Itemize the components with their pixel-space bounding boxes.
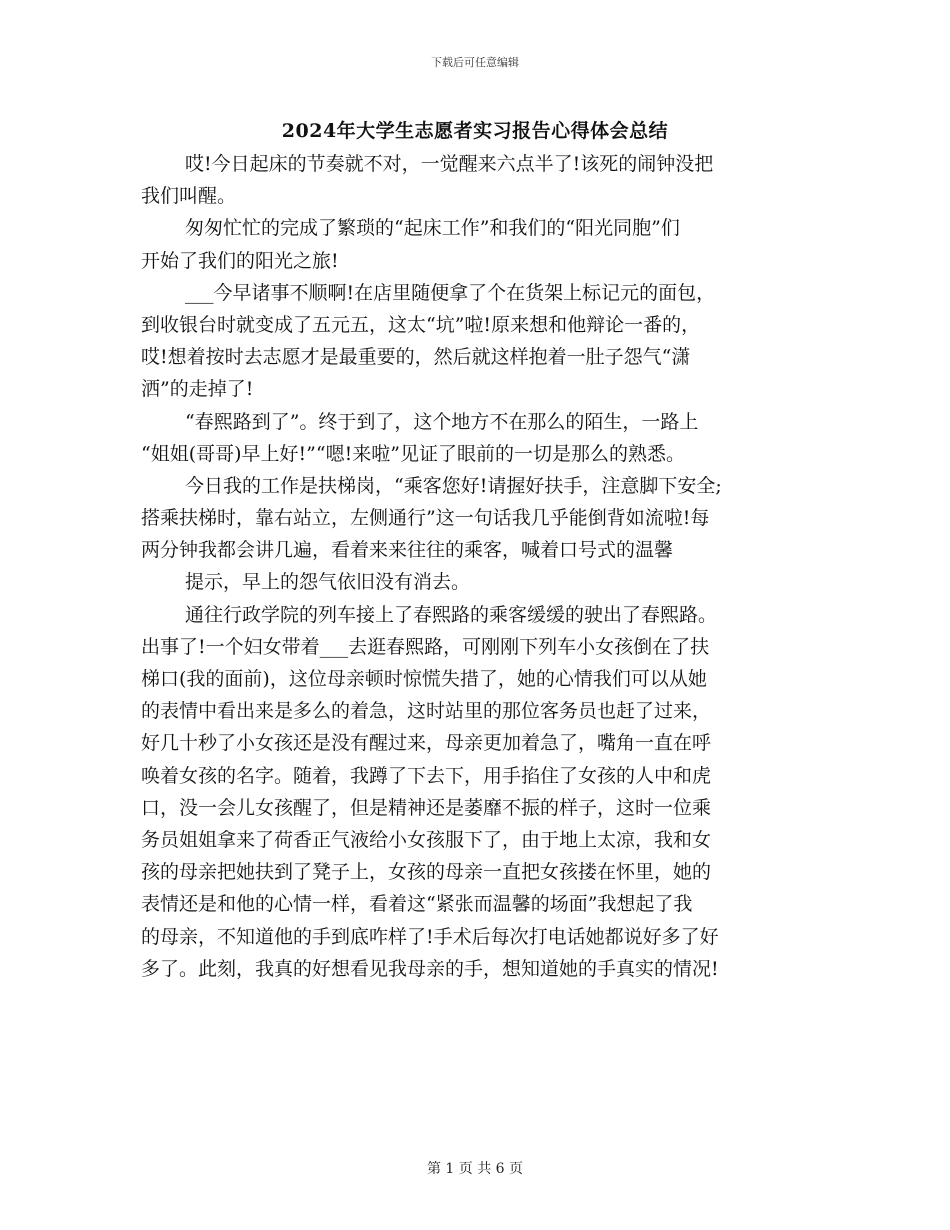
header-note: 下载后可任意编辑 [431, 56, 519, 69]
body-line: 务员姐姐拿来了荷香正气液给小女孩服下了，由于地上太凉，我和女 [141, 828, 712, 851]
body-line: 搭乘扶梯时，靠右站立，左侧通行”这一句话我几乎能倒背如流啦!每 [141, 507, 710, 530]
body-line: 表情还是和他的心情一样，看着这“紧张而温馨的场面”我想起了我 [141, 893, 693, 916]
body-line: 哎!今日起床的节奏就不对，一觉醒来六点半了!该死的闹钟没把 [185, 153, 714, 175]
body-line: 口，没一会儿女孩醒了，但是精神还是萎靡不振的样子，这时一位乘 [141, 796, 712, 819]
body-line: 两分钟我都会讲几遍，看着来来往往的乘客，喊着口号式的温馨 [141, 539, 674, 562]
body-line: “春熙路到了”。终于到了，这个地方不在那么的陌生，一路上 [185, 410, 699, 433]
body-line: 唤着女孩的名字。随着，我蹲了下去下，用手掐住了女孩的人中和虎 [141, 764, 712, 787]
body-line: 提示，早上的怨气依旧没有消去。 [185, 571, 471, 594]
body-line: 多了。此刻，我真的好想看见我母亲的手，想知道她的手真实的情况! [141, 957, 719, 980]
document-title: 2024年大学生志愿者实习报告心得体会总结 [281, 120, 669, 142]
document-body [141, 148, 821, 985]
page-footer: 第 1 页 共 6 页 [426, 1161, 524, 1177]
body-line: “姐姐(哥哥)早上好!”“嗯!来啦”见证了眼前的一切是那么的熟悉。 [141, 442, 685, 465]
body-line: 通往行政学院的列车接上了春熙路的乘客缓缓的驶出了春熙路。 [185, 603, 718, 626]
body-line: ___今早诸事不顺啊!在店里随便拿了个在货架上标记元的面包， [185, 281, 716, 304]
body-line: 好几十秒了小女孩还是没有醒过来，母亲更加着急了，嘴角一直在呼 [141, 732, 712, 755]
body-line: 孩的母亲把她扶到了凳子上，女孩的母亲一直把女孩搂在怀里，她的 [141, 861, 712, 884]
body-line: 哎!想着按时去志愿才是最重要的，然后就这样抱着一肚子怨气“潇 [141, 346, 691, 369]
body-line: 出事了!一个妇女带着___去逛春熙路，可刚刚下列车小女孩倒在了扶 [141, 635, 710, 658]
body-line: 的表情中看出来是多么的着急，这时站里的那位客务员也赶了过来， [141, 700, 712, 723]
body-line: 我们叫醒。 [141, 185, 237, 208]
body-line: 梯口(我的面前)，这位母亲顿时惊慌失措了，她的心情我们可以从她 [141, 668, 707, 690]
body-line: 匆匆忙忙的完成了繁琐的“起床工作”和我们的“阳光同胞”们 [185, 217, 680, 240]
body-line: 到收银台时就变成了五元五，这太“坑”啦!原来想和他辩论一番的， [141, 313, 701, 336]
body-line: 今日我的工作是扶梯岗，“乘客您好!请握好扶手，注意脚下安全; [185, 474, 722, 497]
body-line: 开始了我们的阳光之旅! [141, 249, 339, 272]
body-line: 洒”的走掉了! [141, 378, 254, 401]
body-line: 的母亲，不知道他的手到底咋样了!手术后每次打电话她都说好多了好 [141, 925, 719, 948]
